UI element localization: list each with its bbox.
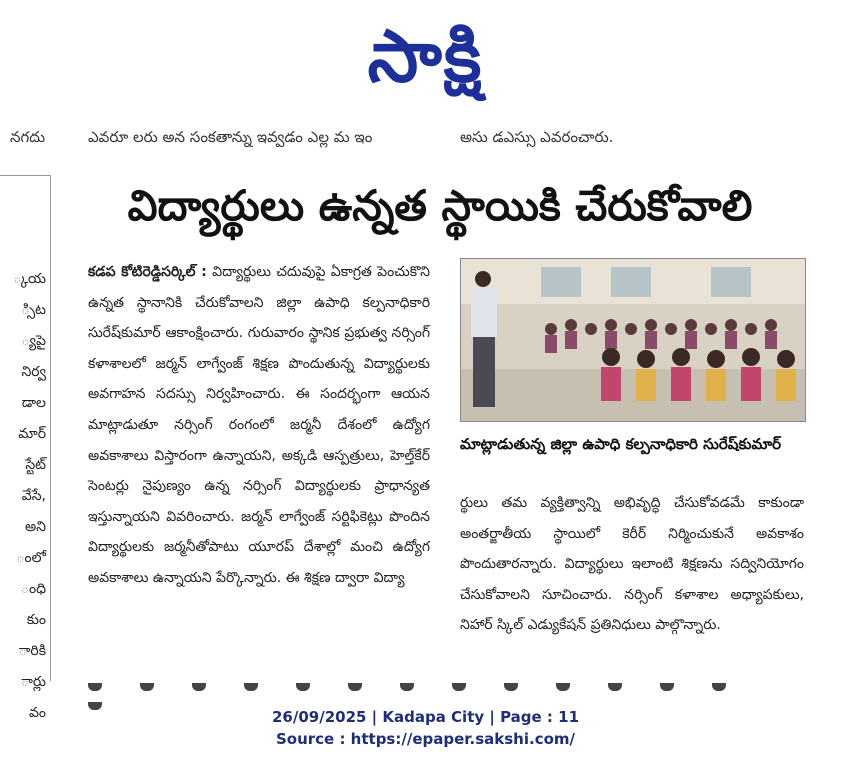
sidebar-fragment: స్టేట్	[25, 457, 46, 473]
page-footer	[0, 706, 851, 750]
top-strip-middle: ఎవరూ లరు అన సంకతాన్ను ఇవ్వడం ఎల్ల మ ఇం	[88, 128, 373, 146]
photo-caption: మాట్లాడుతున్న జిల్లా ఉపాధి కల్పనాధికారి సురేష్‌కుమార్	[460, 435, 782, 453]
sidebar-fragment: అని	[24, 519, 46, 535]
sidebar-fragment: ్యపై	[21, 333, 46, 349]
sidebar-fragment: డాల	[21, 395, 46, 411]
article-text-left: విద్యార్థులు చదువుపై ఏకాగ్రత పెంచుకొని ఉన్నత స్థానానికి చేరుకోవాలని జిల్లా ఉపాధి కల్పనాధికారి సురేష్‌కుమార్ ఆకాంక్షించారు. గురువారం స్థానిక ప్రభుత్వ నర్సింగ్ కళాశాలలో జర్మన్ లాగ్వేంజ్ శిక్షణ పొందుతున్న విద్యార్థులకు అవగాహన సదస్సు నిర్వహించారు. ఈ సందర్భంగా ఆయన మాట్లాడుతూ నర్సింగ్ రంగంలో జర్మనీ దేశంలో ఉద్యోగ అవకాశాలు విస్తారంగా ఉన్నాయని, అక్కడి ఆస్పత్రులు, హెల్త్‌కేర్ సెంటర్లు నైపుణ్యం ఉన్న నర్సింగ్ విద్యార్థులకు ప్రాధాన్యత ఇస్తున్నాయని వివరించారు. జర్మన్ లాగ్వేంజ్ సర్టిఫికెట్లు పొందిన విద్యార్థులకు జర్మనీతోపాటు యూరప్ దేశాల్లో మంచి ఉద్యోగ అవకాశాలు ఉన్నాయని పేర్కొన్నారు. ఈ శిక్షణ ద్వారా విద్యా	[88, 264, 430, 586]
article-dateline: కడప కోటిరెడ్డిసర్కిల్ :	[88, 264, 207, 280]
article-headline: విద్యార్థులు ఉన్నత స్థాయికి చేరుకోవాలి	[127, 181, 753, 230]
article-photo	[460, 258, 806, 422]
sidebar-fragment: ంలో	[16, 550, 46, 566]
sidebar-fragment: వేసే,	[21, 488, 46, 504]
sidebar-fragment: మార్	[18, 426, 46, 442]
sidebar-fragment: ్సిట	[21, 302, 46, 318]
sidebar-fragment: ్కయ	[13, 271, 46, 287]
sidebar-fragment: వం	[28, 705, 46, 721]
sidebar-fragment: కుం	[26, 612, 46, 628]
top-strip-left: నగదు	[10, 128, 46, 146]
classroom-photo-illustration	[461, 259, 805, 421]
article-body-left	[88, 257, 430, 652]
top-strip-right: అసు డఎస్సు ఎవరంచారు.	[460, 128, 614, 146]
sidebar-fragment: ార్లు	[21, 674, 46, 690]
footer-source: Source : https://epaper.sakshi.com/	[275, 730, 575, 748]
sidebar-fragment: ారికి	[18, 643, 46, 659]
sidebar-fragment: ంధి	[20, 581, 46, 597]
masthead	[0, 8, 851, 104]
footer-date-edition: 26/09/2025 | Kadapa City | Page : 11	[271, 708, 580, 726]
adjacent-article-column	[0, 175, 51, 721]
next-article-cutoff	[88, 676, 804, 684]
sakshi-logo: సాక్షి	[367, 14, 484, 98]
sidebar-fragment: నిర్వ	[21, 364, 46, 380]
article-body-right: ర్థులు తమ వ్యక్తిత్వాన్ని అభివృద్ధి చేసుకోవడమే కాకుండా అంతర్జాతీయ స్థాయిలో కెరీర్ నిర్మించుకునే అవకాశం పొందుతారన్నారు. విద్యార్థులు ఇలాంటి శిక్షణను సద్వినియోగం చేసుకోవాలని సూచించారు. నర్సింగ్ కళాశాల అధ్యాపకులు, నిహార్ స్కిల్ ఎడ్యుకేషన్ ప్రతినిధులు పాల్గొన్నారు.	[460, 495, 804, 634]
